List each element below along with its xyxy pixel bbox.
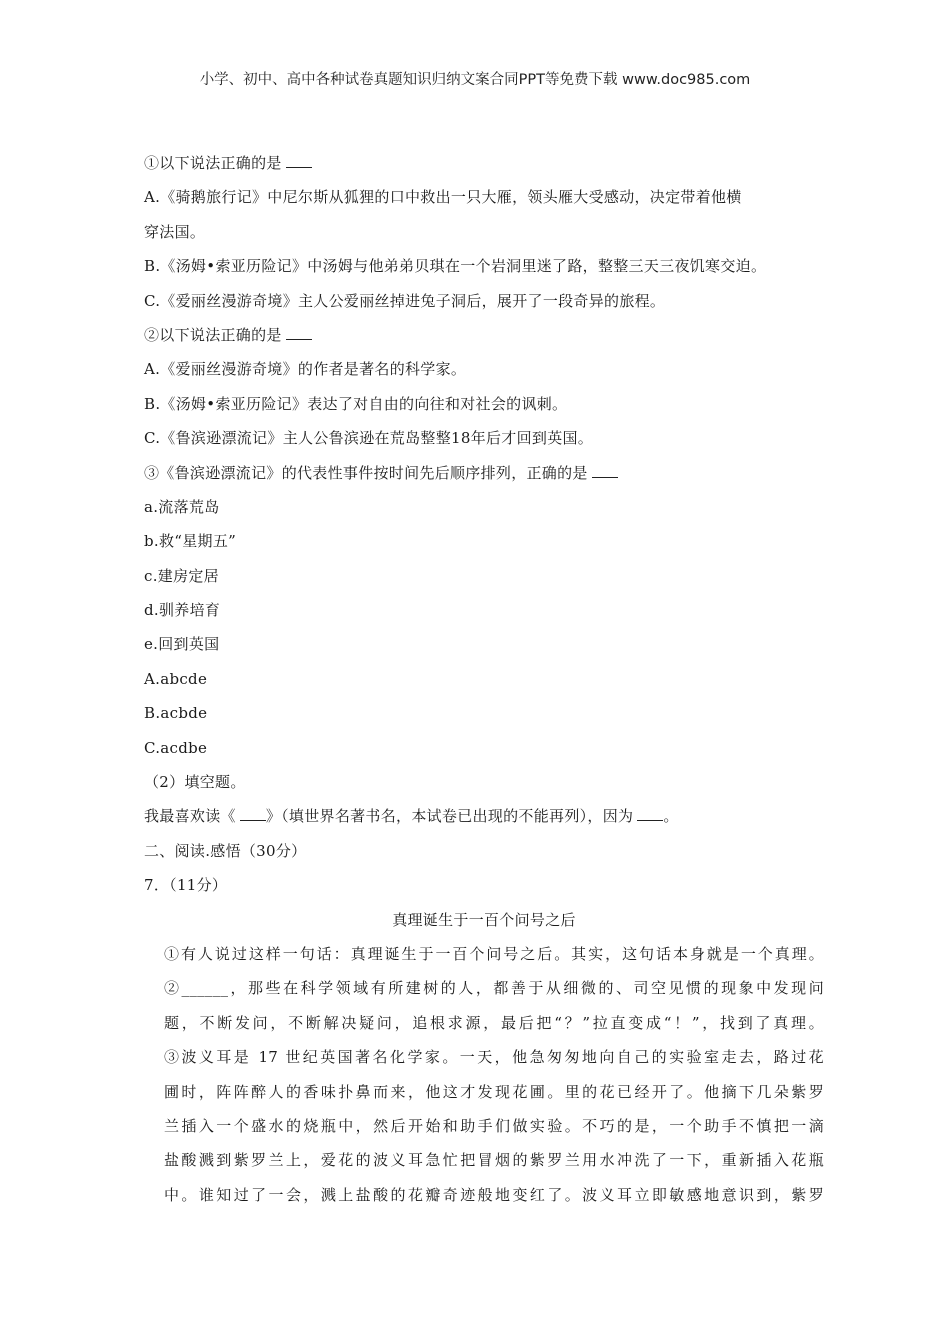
fill-blank-question: 我最喜欢读《 》（填世界名著书名，本试卷已出现的不能再列），因为 。: [144, 807, 679, 826]
question-1-option-a: A.《骑鹅旅行记》中尼尔斯从狐狸的口中救出一只大雁，领头雁大受感动，决定带着他横: [144, 188, 742, 207]
question-1-option-b: B.《汤姆•索亚历险记》中汤姆与他弟弟贝琪在一个岩洞里迷了路，整整三天三夜饥寒交迫。: [144, 257, 767, 276]
event-item: e.回到英国: [144, 635, 220, 654]
question-2-option-a: A.《爱丽丝漫游奇境》的作者是著名的科学家。: [144, 360, 467, 379]
answer-blank: [286, 324, 312, 340]
order-option: B.acbde: [144, 704, 208, 723]
article-line: 中。谁知过了一会，溅上盐酸的花瓣奇迹般地变红了。波义耳立即敏感地意识到，紫罗: [164, 1185, 824, 1204]
answer-blank: [286, 152, 312, 168]
event-item: d.驯养培育: [144, 601, 221, 620]
question-2-option-c: C.《鲁滨逊漂流记》主人公鲁滨逊在荒岛整整18年后才回到英国。: [144, 429, 594, 448]
article-line: 盐酸溅到紫罗兰上，爱花的波义耳急忙把冒烟的紫罗兰用水冲洗了一下，重新插入花瓶: [164, 1151, 824, 1170]
question-1-option-a-cont: 穿法国。: [144, 222, 206, 241]
article-line: ①有人说过这样一句话：真理诞生于一百个问号之后。其实，这句话本身就是一个真理。: [164, 944, 824, 963]
article-line: 圃时，阵阵醉人的香味扑鼻而来，他这才发现花圃。里的花已经开了。他摘下几朵紫罗: [164, 1082, 824, 1101]
question-1-option-c: C.《爱丽丝漫游奇境》主人公爱丽丝掉进兔子洞后，展开了一段奇异的旅程。: [144, 291, 666, 310]
article-line: 兰插入一个盛水的烧瓶中，然后开始和助手们做实验。不巧的是，一个助手不慎把一滴: [164, 1116, 824, 1135]
order-option: A.abcde: [144, 669, 208, 688]
question-3-stem: ③《鲁滨逊漂流记》的代表性事件按时间先后顺序排列，正确的是: [144, 456, 824, 490]
section-title: 二、阅读.感悟（30分）: [144, 841, 307, 860]
event-item: b.救“星期五”: [144, 532, 237, 551]
event-item: a.流落荒岛: [144, 497, 220, 516]
document-body: [144, 146, 824, 1212]
article-line: 题，不断发问，不断解决疑问，追根求源，最后把“？”拉直变成“！”，找到了真理。: [164, 1013, 824, 1032]
fill-blank-title: （2）填空题。: [144, 773, 246, 792]
question-2-stem: ②以下说法正确的是: [144, 318, 824, 352]
answer-blank: [592, 462, 618, 478]
page-header: 小学、初中、高中各种试卷真题知识归纳文案合同PPT等免费下载 www.doc985.com: [199, 72, 751, 88]
article-line: ②______，那些在科学领域有所建树的人，都善于从细微的、司空见惯的现象中发现问: [164, 979, 824, 998]
question-7-number: 7．（11分）: [144, 876, 228, 895]
answer-blank: [637, 805, 663, 821]
question-2-option-b: B.《汤姆•索亚历险记》表达了对自由的向往和对社会的讽刺。: [144, 394, 568, 413]
article-title: 真理诞生于一百个问号之后: [392, 910, 576, 929]
answer-blank: [240, 805, 266, 821]
question-1-stem: ①以下说法正确的是: [144, 146, 824, 180]
event-item: c.建房定居: [144, 566, 219, 585]
order-option: C.acdbe: [144, 738, 208, 757]
article-line: ③波义耳是 17 世纪英国著名化学家。一天，他急匆匆地向自己的实验室走去，路过花: [164, 1048, 824, 1067]
